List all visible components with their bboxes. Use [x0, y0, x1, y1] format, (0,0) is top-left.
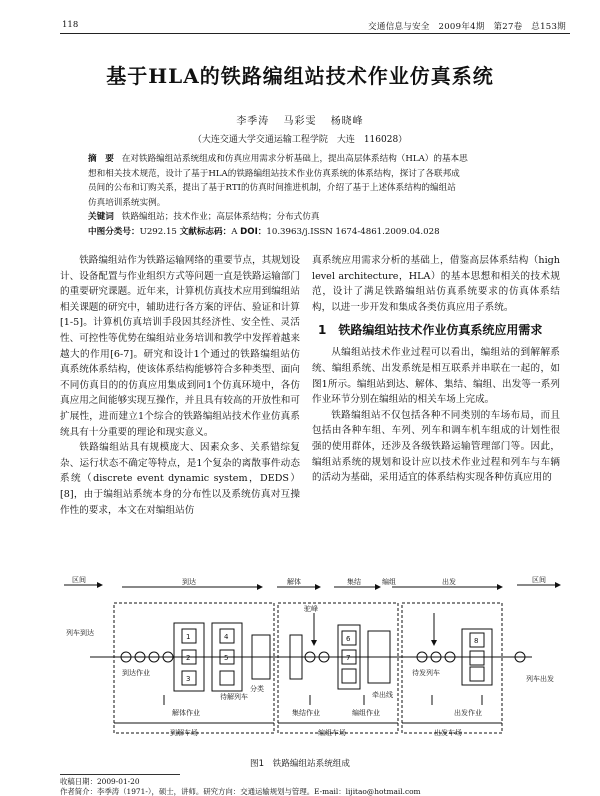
body-paragraph: 铁路编组站不仅包括各种不同类别的车场布局，而且包括由各种车组、车列、列车和调车机车组成的计划性很强的使用群体，还涉及各级铁路运输管理部门等。因此，编组站系统的规划和设计应以技术作业过程和列车与车辆的活动为基础，采用适宜的体系结构实现各种仿真应用的: [312, 409, 560, 484]
abstract-line: 员间的公布和订购关系，提出了基于RTI的仿真时间推进机制，介绍了基于上述体系结构的编组站: [88, 183, 456, 193]
abstract-line: 摘 要 在对铁路编组站系统组成和仿真应用需求分析基础上，提出高层体系结构（HLA）的基本思: [88, 154, 468, 164]
arrival-side-label: 到达: [182, 578, 196, 586]
paper-title: 基于HLA的铁路编组站技术作业仿真系统: [106, 64, 494, 88]
body-paragraph: 铁路编组站作为铁路运输网络的重要节点，其规划设计、设备配置与作业组织方式等问题一直是铁路运输部门的重要研究课题。近年来，计算机仿真技术应用到编组站相关课题的研究中，辅助进行各方案的评估、验证和计算[1-5]。计算机仿真培训手段因其经济性、安全性、灵活性、可控性等优势在编组站业务培训和教学中发挥着越来越大的作用[6-7]。研究和设计1个通过的铁路编组站仿真系统体系结构，使该体系结构能够符合多种类型、面向不同仿真目的的仿真应用集成到同1个仿真环境中，各仿真应用之间能够实现互操作，并且具有较高的开放性和可扩展性，进而建立1个综合的铁路编组站技术作业仿真系统具有十分重要的理论和现实意义。: [60, 255, 300, 438]
depart-yard-box: [402, 603, 502, 733]
keywords-label: 关键词: [88, 212, 114, 222]
abstract-line: 想和相关技术规范，设计了基于HLA的铁路编组站技术作业仿真系统的体系结构，探讨了各联邦成: [88, 168, 460, 179]
body-paragraph: 从编组站技术作业过程可以看出，编组站的到解解系统、编组系统、出发系统是相互联系并串联在一起的，如图1所示。编组站到达、解体、集结、编组、出发等一系列作业环节分别在编组站的相关车场上完成。: [312, 347, 560, 406]
page-number: 118: [62, 20, 79, 30]
sort-label: 分类: [250, 685, 264, 693]
doc-code-label: 文献标志码：: [179, 226, 232, 237]
journal-info: 交通信息与安全 2009年4期 第27卷 总153期: [368, 22, 566, 32]
classify-yard-label: 编组车场: [318, 729, 346, 737]
author-name: 杨晓峰: [330, 116, 364, 127]
collect-op-label: 集结作业: [292, 709, 320, 717]
queue-number: 4: [224, 633, 229, 641]
lead-label: 牵出线: [372, 691, 393, 699]
arrival-yard-label: 到解车场: [170, 729, 198, 737]
keywords-text: 铁路编组站；技术作业；高层体系结构；分布式仿真: [121, 212, 320, 222]
train-out-label: 待发列车: [412, 669, 440, 677]
depart-yard-label: 出发车场: [434, 729, 462, 737]
section-heading: 1 铁路编组站技术作业仿真系统应用需求: [318, 323, 543, 338]
decomp-label: 解体: [287, 578, 301, 586]
queue-number: 8: [474, 637, 479, 645]
right-column: [312, 253, 560, 486]
author-bio: 作者简介：李季涛（1971-），硕士，讲师。研究方向：交通运输规划与管理。E-mail：lijitao@hotmail.com: [60, 787, 421, 796]
author-name: 马彩雯: [283, 116, 317, 127]
figure-caption: 图1 铁路编组站系统组成: [250, 759, 350, 769]
arrival-op-label: 到达作业: [122, 669, 150, 677]
makeup-op-label: 编组作业: [352, 709, 380, 717]
footnote-rule: [60, 774, 180, 775]
queue-number: 6: [346, 635, 351, 643]
classification-line: [88, 225, 513, 240]
footnote: [60, 777, 560, 796]
received-date: 收稿日期：2009-01-20: [60, 777, 140, 786]
author-list: [0, 112, 600, 127]
queue-number: 3: [186, 675, 191, 683]
abstract-line: 仿真培训系统实例。: [88, 197, 166, 208]
abstract-block: [88, 152, 513, 239]
yard-diagram: [62, 575, 562, 750]
doc-code: A: [231, 226, 238, 237]
body-paragraph: 真系统应用需求分析的基础上，借鉴高层体系结构（high level architecture，HLA）的基本思想和相关的技术规范，设计了满足铁路编组站仿真系统要求的仿真体系结构，以进一步开发和集成各类仿真应用子系统。: [312, 255, 560, 313]
queue-number: 1: [186, 633, 191, 641]
abstract-label: 摘 要: [88, 154, 114, 164]
zone-right-label: 区间: [532, 576, 546, 584]
zone-left-label: 区间: [72, 576, 86, 584]
queue-number: 7: [346, 654, 351, 662]
doi-label: DOI：: [240, 226, 267, 237]
left-column: [60, 253, 300, 518]
queue-number: 2: [186, 654, 191, 662]
arrival-trains-label: 列车到达: [66, 629, 94, 637]
decomp-op-label: 解体作业: [172, 709, 200, 717]
clc-code: U292.15: [139, 226, 177, 237]
train-in-label: 待解列车: [220, 693, 248, 701]
assemble-label: 集结: [347, 578, 361, 586]
figure-railway-yard: [62, 575, 562, 750]
body-paragraph: 铁路编组站具有规模庞大、因素众多、关系错综复杂、运行状态不确定等特点，是1个复杂的离散事件动态系统（discrete event dynamic system，DEDS）[8]，由于编组站系统本身的分布性以及系统仿真对互操作性的要求，本文在对编组站仿: [60, 442, 300, 516]
affiliation: （大连交通大学交通运输工程学院 大连 116028）: [192, 135, 408, 145]
depart-op-label: 出发作业: [454, 709, 482, 717]
running-header: [60, 20, 570, 34]
clc-label: 中图分类号：: [88, 226, 140, 237]
hump-label: 驼峰: [304, 605, 318, 613]
doi-value: 10.3963/j.ISSN 1674-4861.2009.04.028: [266, 226, 440, 237]
queue-number: 5: [224, 654, 229, 662]
keywords-line: [88, 210, 513, 225]
depart-side-label: 出发: [442, 578, 456, 586]
depart-trains-label: 列车出发: [526, 675, 554, 683]
author-name: 李季涛: [236, 116, 270, 127]
make-up-label: 编组: [382, 578, 396, 586]
